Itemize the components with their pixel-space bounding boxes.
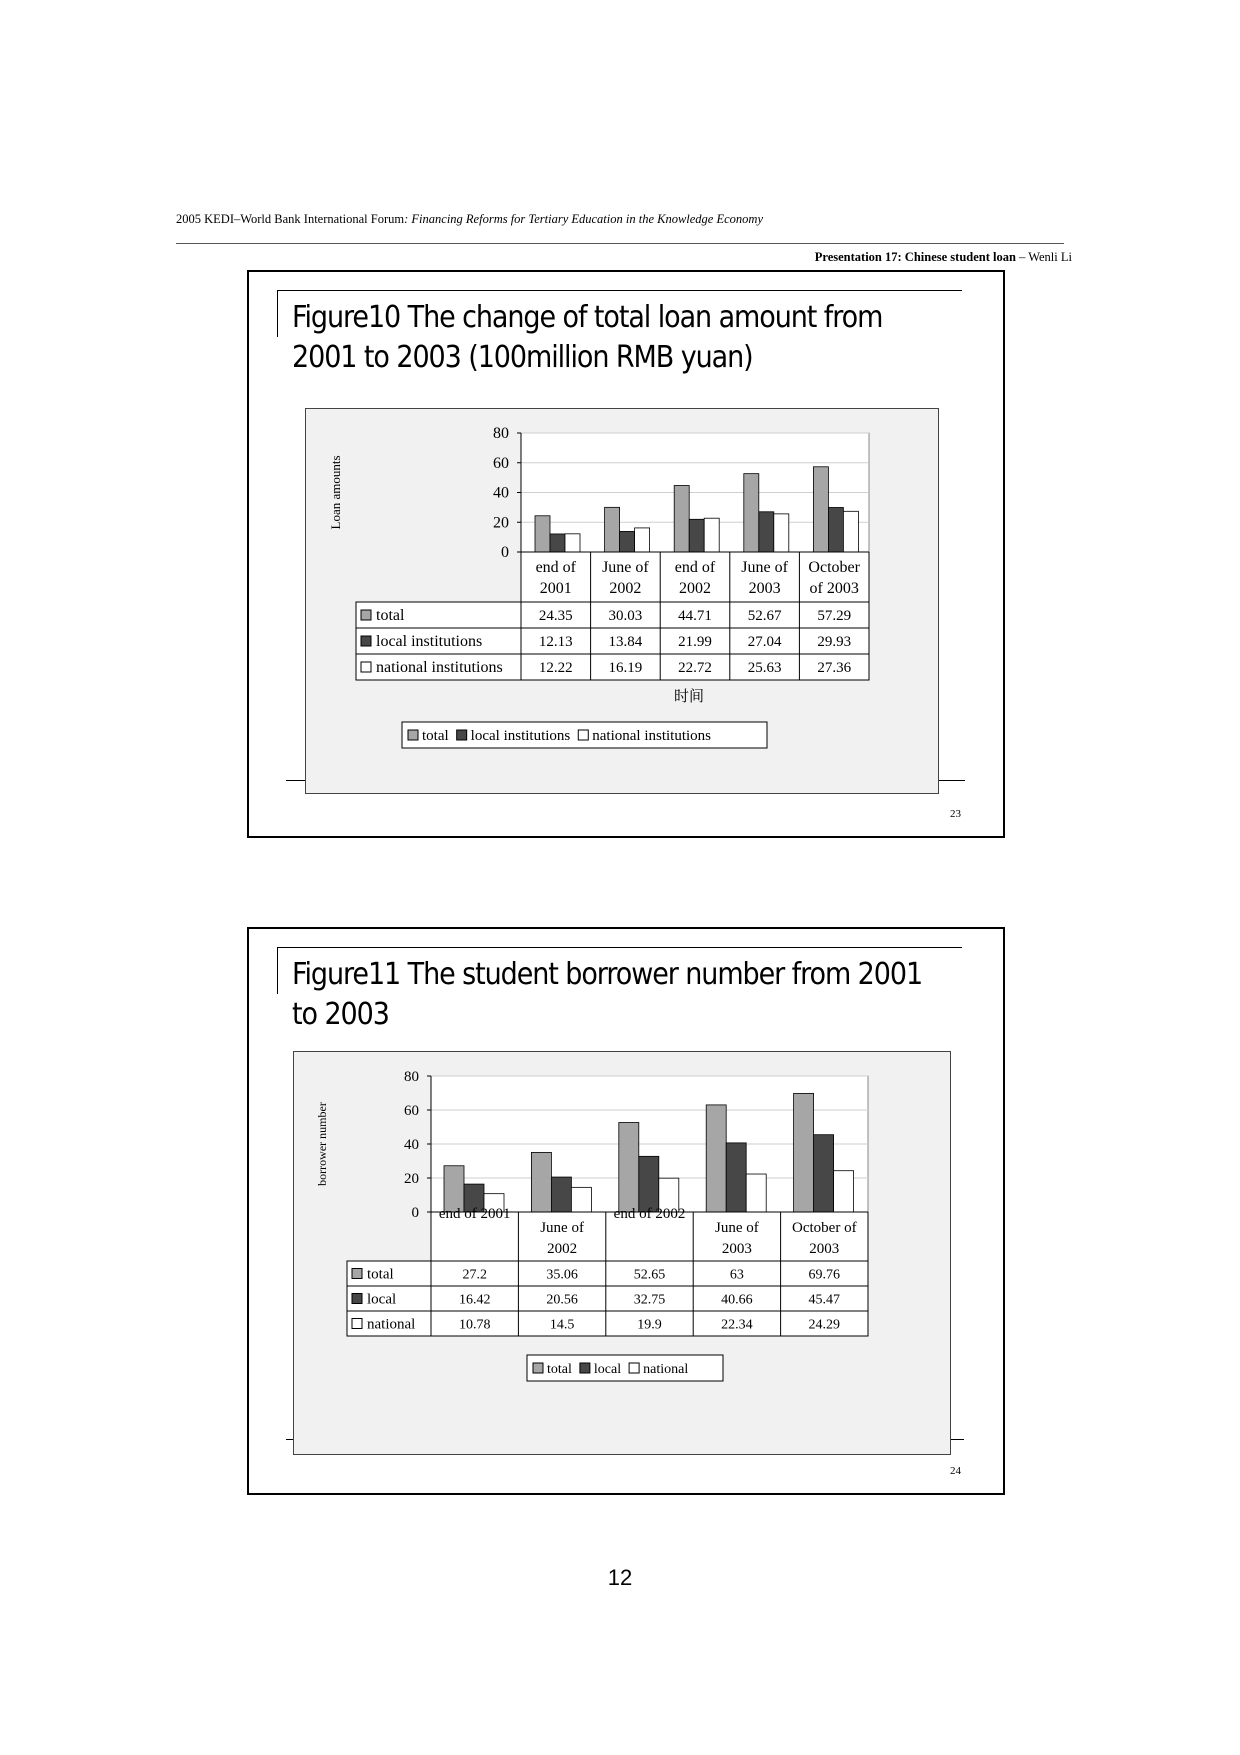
legend-label: total: [422, 728, 449, 744]
y-tick-label: 0: [411, 1205, 419, 1221]
presentation-label: [815, 250, 1072, 265]
y-tick-label: 60: [493, 454, 509, 472]
category-label: June of: [741, 559, 788, 576]
slide-23: [247, 270, 1005, 838]
y-axis-label: Loan amounts: [328, 455, 343, 530]
bar: [535, 516, 550, 552]
slide-24: [247, 927, 1005, 1495]
bar: [828, 507, 843, 552]
legend-key-swatch: [352, 1269, 362, 1279]
legend-swatch: [629, 1363, 639, 1373]
table-cell-value: 35.06: [546, 1267, 578, 1283]
category-label: October of: [792, 1220, 857, 1236]
category-label: end of: [674, 559, 716, 576]
y-tick-label: 20: [493, 514, 509, 532]
category-label: 2002: [547, 1241, 578, 1257]
loan-amount-chart: [306, 409, 938, 793]
table-row-header: total: [367, 1266, 394, 1283]
table-cell-value: 13.84: [608, 634, 643, 650]
bar: [571, 1187, 591, 1212]
bar: [550, 534, 565, 552]
table-row-header: local institutions: [376, 633, 483, 650]
legend-key-swatch: [352, 1319, 362, 1329]
table-cell-value: 69.76: [808, 1267, 841, 1283]
bar: [706, 1105, 726, 1212]
table-cell-value: 27.2: [462, 1267, 487, 1283]
table-cell-value: 22.34: [721, 1317, 753, 1333]
table-cell-value: 25.63: [747, 660, 782, 676]
y-tick-label: 0: [501, 544, 509, 561]
y-tick-label: 40: [493, 484, 509, 502]
table-cell-value: 22.72: [678, 660, 712, 676]
table-cell-value: 32.75: [633, 1292, 666, 1308]
table-row-header: local: [367, 1291, 397, 1308]
legend-key-swatch: [361, 636, 371, 646]
bar: [689, 519, 704, 552]
bar: [704, 518, 719, 552]
category-label: June of: [540, 1220, 584, 1236]
data-table: [347, 1261, 868, 1336]
slide-rule-right: [950, 1439, 964, 1440]
slide-rule-left: [286, 780, 306, 781]
bar: [746, 1174, 766, 1212]
category-label: 2001: [539, 580, 572, 597]
table-cell-value: 10.78: [458, 1317, 491, 1333]
table-row-header: national: [367, 1316, 416, 1333]
table-row-header: total: [376, 607, 405, 624]
bar: [843, 511, 858, 552]
table-cell-value: 16.42: [458, 1292, 491, 1308]
table-cell-value: 12.22: [538, 660, 573, 676]
table-cell-value: 40.66: [721, 1292, 753, 1308]
category-label: June of: [602, 559, 649, 576]
bar: [794, 1093, 814, 1212]
table-cell-value: 24.35: [538, 608, 573, 624]
category-label: 2003: [809, 1241, 840, 1257]
slide-rule-right: [937, 780, 965, 781]
table-cell-value: 27.36: [817, 660, 852, 676]
legend-swatch: [533, 1363, 543, 1373]
page-number: 12: [607, 1565, 633, 1590]
legend-label: local: [593, 1362, 622, 1377]
table-cell-value: 14.5: [549, 1317, 575, 1333]
slide-title-line-2: to 2003: [292, 997, 389, 1032]
presentation-author: – Wenli Li: [1015, 250, 1072, 264]
chart-frame: [305, 408, 939, 794]
category-label: 2003: [748, 580, 781, 597]
table-cell-value: 27.04: [747, 634, 782, 650]
table-cell-value: 44.71: [678, 608, 712, 624]
y-tick-label: 20: [404, 1171, 419, 1187]
legend-label: local institutions: [470, 728, 571, 744]
bar: [774, 514, 789, 552]
legend-key-swatch: [352, 1294, 362, 1304]
table-cell-value: 19.9: [637, 1317, 662, 1333]
presentation-title: Presentation 17: Chinese student loan: [814, 250, 1016, 264]
slide-number: 24: [950, 1465, 961, 1477]
table-cell-value: 30.03: [608, 608, 643, 624]
legend-label: national: [643, 1362, 689, 1377]
slide-title-line-1: Figure11 The student borrower number from 2001: [292, 957, 923, 992]
category-label: 2003: [721, 1241, 752, 1257]
header-rule: [176, 243, 1064, 244]
bar: [531, 1152, 551, 1212]
table-cell-value: 52.65: [633, 1267, 666, 1283]
header-subtitle: : Financing Reforms for Tertiary Education in the Knowledge Economy: [404, 212, 763, 226]
bar: [813, 467, 828, 552]
bar: [834, 1171, 854, 1212]
table-cell-value: 52.67: [747, 608, 782, 624]
slide-title-line-1: Figure10 The change of total loan amount from: [292, 300, 883, 335]
y-tick-label: 80: [404, 1069, 419, 1085]
chart-frame: [293, 1051, 951, 1455]
page-header: [176, 212, 763, 227]
bar: [619, 1122, 639, 1212]
legend-swatch: [578, 730, 588, 740]
category-label: end of: [535, 559, 577, 576]
table-cell-value: 24.29: [808, 1317, 841, 1333]
y-axis-label: borrower number: [315, 1102, 329, 1186]
bar: [759, 512, 774, 552]
legend-key-swatch: [361, 610, 371, 620]
table-cell-value: 45.47: [808, 1292, 841, 1308]
legend-label: national institutions: [592, 728, 712, 744]
category-label: end of 2002: [613, 1206, 686, 1222]
table-row-header: national institutions: [376, 659, 503, 676]
bar: [635, 528, 650, 552]
legend-swatch: [457, 730, 467, 740]
category-label: of 2003: [809, 580, 859, 597]
category-label: end of 2001: [438, 1206, 511, 1222]
y-tick-label: 60: [404, 1103, 419, 1119]
category-label: 2002: [609, 580, 642, 597]
table-cell-value: 29.93: [817, 634, 852, 650]
table-cell-value: 20.56: [546, 1292, 578, 1308]
table-cell-value: 63: [729, 1267, 744, 1283]
table-cell-value: 57.29: [817, 608, 852, 624]
legend-swatch: [580, 1363, 590, 1373]
table-cell-value: 16.19: [608, 660, 643, 676]
legend-swatch: [408, 730, 418, 740]
category-label: June of: [715, 1220, 759, 1236]
bar: [605, 507, 620, 552]
x-axis-label: 时间: [673, 687, 705, 705]
bar: [674, 485, 689, 552]
bar: [551, 1177, 571, 1212]
header-forum: 2005 KEDI–World Bank International Forum: [176, 212, 405, 226]
category-label: 2002: [679, 580, 711, 597]
y-tick-label: 80: [493, 425, 509, 442]
bar: [814, 1135, 834, 1212]
bar: [639, 1156, 659, 1212]
bar: [565, 534, 580, 552]
table-cell-value: 12.13: [538, 634, 573, 650]
legend-label: total: [547, 1362, 572, 1377]
bar: [726, 1143, 746, 1212]
bar: [744, 474, 759, 552]
y-tick-label: 40: [404, 1137, 419, 1153]
slide-number: 23: [950, 808, 961, 820]
borrower-number-chart: [294, 1052, 950, 1454]
legend-key-swatch: [361, 662, 371, 672]
table-cell-value: 21.99: [678, 634, 712, 650]
category-label: October: [808, 559, 860, 576]
bar: [620, 531, 635, 552]
slide-title-line-2: 2001 to 2003 (100million RMB yuan): [292, 340, 753, 375]
